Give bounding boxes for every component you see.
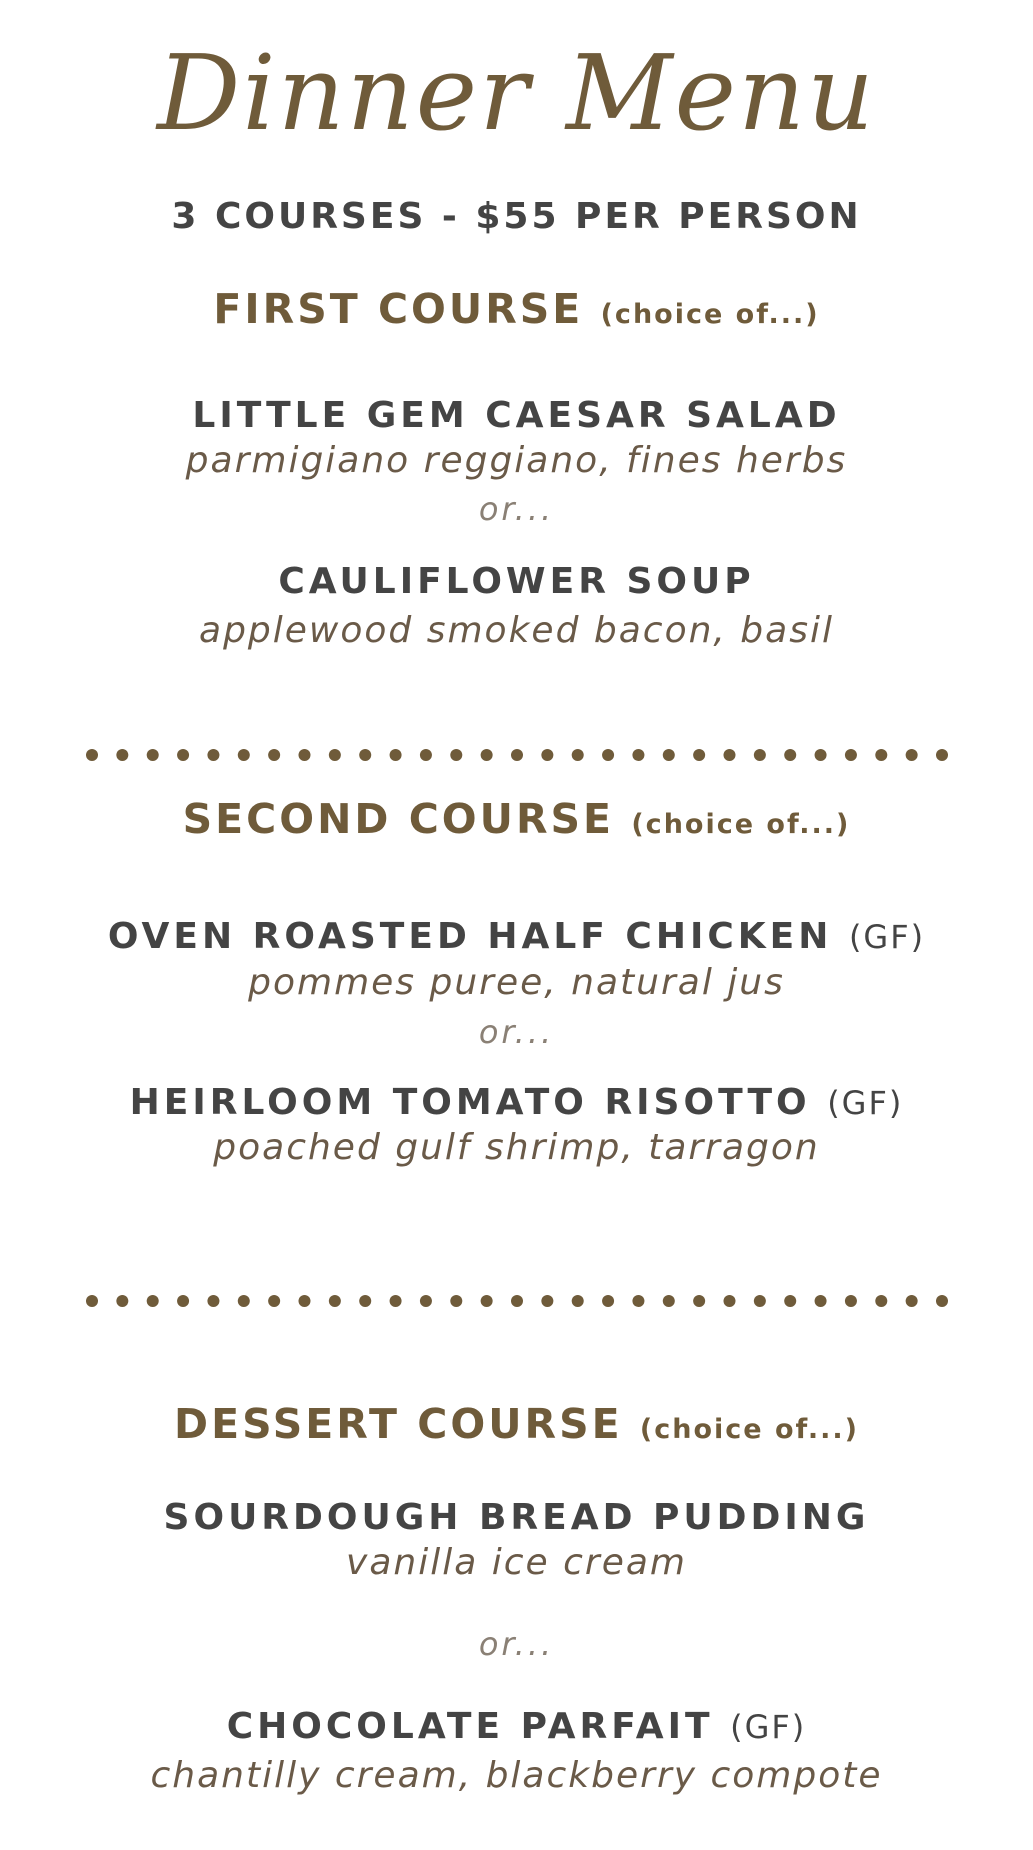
divider-dot [875,1295,887,1307]
divider-dot [875,749,887,761]
divider-dot [845,1295,857,1307]
divider-dot [450,749,462,761]
divider-dot [784,1295,796,1307]
divider-dot [602,749,614,761]
course-note: (choice of...) [600,299,820,330]
menu-item-description: applewood smoked bacon, basil [199,610,834,651]
course-heading-second [0,795,1033,843]
divider-dot [450,1295,462,1307]
menu-item-name [0,1706,1033,1747]
divider-dot [390,749,402,761]
divider-dot [116,749,128,761]
divider-dot [390,1295,402,1307]
course-title: DESSERT COURSE [174,1400,623,1448]
divider-dot [693,1295,705,1307]
item-name-text: HEIRLOOM TOMATO RISOTTO [129,1082,811,1123]
menu-item-description: poached gulf shrimp, tarragon [213,1127,820,1168]
divider-dot [693,749,705,761]
divider-dot [724,1295,736,1307]
item-name-text: SOURDOUGH BREAD PUDDING [163,1497,870,1538]
or-separator: or... [478,490,555,528]
divider-dot [268,749,280,761]
price-line: 3 COURSES - $55 PER PERSON [171,196,862,237]
divider-dot [481,749,493,761]
divider-dot [632,1295,644,1307]
divider-dot [207,1295,219,1307]
divider-dot [359,749,371,761]
divider-dot [632,749,644,761]
divider-dot [602,1295,614,1307]
divider-dot [663,1295,675,1307]
menu-item-description: parmigiano reggiano, fines herbs [185,440,848,481]
divider-dot [541,749,553,761]
course-note: (choice of...) [639,1414,859,1445]
or-separator: or... [478,1625,555,1663]
divider-dot [329,1295,341,1307]
course-note: (choice of...) [631,809,851,840]
divider-dot [238,749,250,761]
divider-dot [754,1295,766,1307]
divider-dot [936,1295,948,1307]
divider-dot [511,1295,523,1307]
menu-item-name [0,561,1033,602]
divider-dot [207,749,219,761]
divider-dot [147,749,159,761]
item-name-text: CAULIFLOWER SOUP [278,561,755,602]
item-tag: (GF) [848,918,926,956]
divider-dot [815,1295,827,1307]
divider-dot [177,749,189,761]
course-heading-dessert [0,1400,1033,1448]
divider-dot [420,749,432,761]
menu-item-name [0,916,1033,957]
menu-item-description: chantilly cream, blackberry compote [150,1755,883,1796]
course-heading-first [0,285,1033,333]
divider-dot [177,1295,189,1307]
divider-dot [815,749,827,761]
divider-dot [906,1295,918,1307]
divider-dot [663,749,675,761]
or-separator: or... [478,1013,555,1051]
item-name-text: LITTLE GEM CAESAR SALAD [192,395,841,436]
divider-dot [299,1295,311,1307]
divider-dot [754,749,766,761]
course-title: FIRST COURSE [213,285,584,333]
divider-dot [329,749,341,761]
divider-dot [724,749,736,761]
menu-item-description: vanilla ice cream [346,1542,687,1583]
item-tag: (GF) [827,1084,904,1122]
divider-dot [359,1295,371,1307]
divider-dot [481,1295,493,1307]
divider-dot [86,749,98,761]
dotted-divider [86,1294,948,1308]
divider-dot [572,1295,584,1307]
item-name-text: CHOCOLATE PARFAIT [226,1706,714,1747]
item-tag: (GF) [730,1708,807,1746]
divider-dot [299,749,311,761]
divider-dot [906,749,918,761]
divider-dot [784,749,796,761]
divider-dot [116,1295,128,1307]
divider-dot [936,749,948,761]
item-name-text: OVEN ROASTED HALF CHICKEN [107,916,833,957]
divider-dot [420,1295,432,1307]
course-title: SECOND COURSE [182,795,615,843]
divider-dot [511,749,523,761]
menu-title: Dinner Menu [157,32,876,154]
divider-dot [268,1295,280,1307]
menu-item-name [0,1082,1033,1123]
divider-dot [86,1295,98,1307]
divider-dot [572,749,584,761]
menu-item-name [0,395,1033,436]
menu-item-name [0,1497,1033,1538]
divider-dot [238,1295,250,1307]
divider-dot [147,1295,159,1307]
divider-dot [541,1295,553,1307]
dotted-divider [86,748,948,762]
divider-dot [845,749,857,761]
menu-item-description: pommes puree, natural jus [248,962,785,1003]
